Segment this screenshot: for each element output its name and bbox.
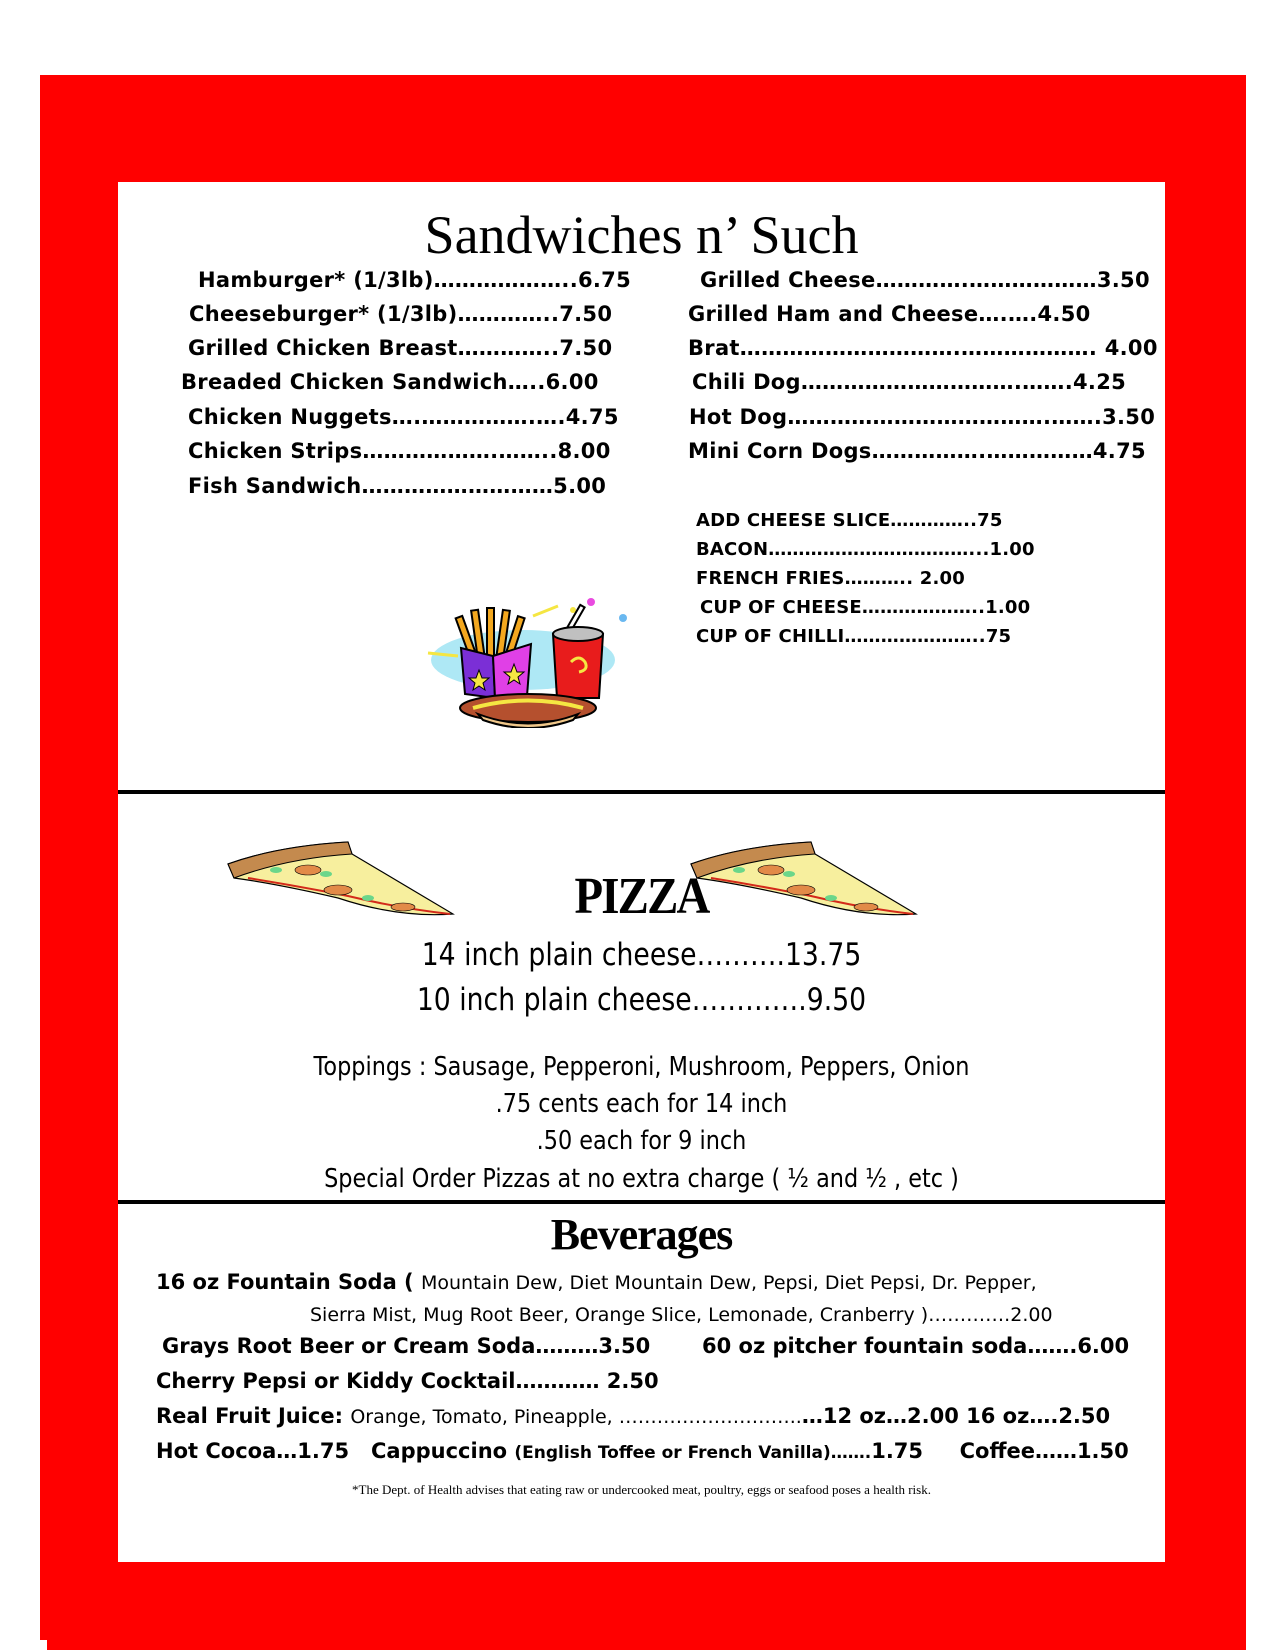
- health-disclaimer: *The Dept. of Health advises that eating raw or undercooked meat, poultry, eggs or seafood poses a health risk.: [352, 1482, 931, 1497]
- bev-fountain-list-2-row: [310, 1302, 1053, 1326]
- bev-fountain-label: 16 oz Fountain Soda (: [156, 1270, 421, 1294]
- pizza-10-inch: 10 inch plain cheese………….9.50: [416, 982, 867, 1018]
- menu-item-fish-sandwich: Fish Sandwich………………………5.00: [188, 474, 607, 498]
- menu-item-grilled-ham-cheese: Grilled Ham and Cheese….….4.50: [688, 302, 1091, 326]
- menu-item-grilled-cheese: Grilled Cheese………….………………3.50: [700, 268, 1150, 292]
- addon-cup-of-chilli: CUP OF CHILLI…………………..75: [696, 626, 1012, 647]
- menu-item-mini-corn-dogs: Mini Corn Dogs…………….……………4.75: [688, 439, 1146, 463]
- sandwiches-title: Sandwiches n’ Such: [424, 205, 859, 265]
- frame-notch: [40, 1640, 47, 1650]
- bev-fountain-list-2: Sierra Mist, Mug Root Beer, Orange Slice, Lemonade, Cranberry )………….2.00: [310, 1304, 1053, 1326]
- bev-fountain-soda: [156, 1270, 1037, 1294]
- fast-food-clipart-icon: [423, 598, 638, 728]
- menu-item-breaded-chicken: Breaded Chicken Sandwich…..6.00: [181, 370, 599, 394]
- pizza-topping-price-9: .50 each for 9 inch: [536, 1126, 747, 1156]
- bev-juice-list: Orange, Tomato, Pineapple, ………………………..: [350, 1406, 802, 1428]
- addon-cheese-slice: ADD CHEESE SLICE…………..75: [696, 510, 1003, 531]
- section-divider-sandwiches-pizza: [118, 790, 1165, 794]
- bev-cappuccino-price: 1.75: [871, 1439, 924, 1463]
- addon-bacon: BACON……………………………...1.00: [696, 539, 1035, 560]
- addon-cup-of-cheese: CUP OF CHEESE………………..1.00: [700, 597, 1031, 618]
- bev-fountain-list-1: Mountain Dew, Diet Mountain Dew, Pepsi, Diet Pepsi, Dr. Pepper,: [420, 1272, 1037, 1294]
- menu-item-hamburger: Hamburger* (1/3lb)………………..6.75: [198, 268, 631, 292]
- menu-item-hot-dog: Hot Dog……………………………….…….3.50: [689, 405, 1156, 429]
- bev-juice-label: Real Fruit Juice:: [156, 1404, 351, 1428]
- menu-item-brat: Brat………………………….………………. 4.00: [688, 336, 1158, 360]
- bev-cappuccino-flavors: (English Toffee or French Vanilla)…….: [514, 1443, 872, 1463]
- bev-fruit-juice: [156, 1404, 1110, 1428]
- bev-pitcher: 60 oz pitcher fountain soda…….6.00: [702, 1334, 1130, 1358]
- menu-item-cheeseburger: Cheeseburger* (1/3lb)…………..7.50: [189, 302, 613, 326]
- section-divider-pizza-beverages: [118, 1200, 1165, 1204]
- pizza-topping-price-14: .75 cents each for 14 inch: [495, 1089, 788, 1119]
- addon-french-fries: FRENCH FRIES……….. 2.00: [696, 568, 965, 589]
- menu-item-chili-dog: Chili Dog………………………….…….4.25: [692, 370, 1127, 394]
- pizza-title: PIZZA: [574, 868, 709, 925]
- bev-juice-prices: …12 oz…2.00 16 oz….2.50: [801, 1404, 1111, 1428]
- bev-grays: Grays Root Beer or Cream Soda………3.50: [162, 1334, 651, 1358]
- bev-cappuccino-label: Cappuccino: [371, 1439, 515, 1463]
- menu-item-chicken-strips: Chicken Strips……………….……..8.00: [188, 439, 611, 463]
- pizza-toppings: Toppings : Sausage, Pepperoni, Mushroom, Peppers, Onion: [313, 1052, 970, 1082]
- bev-coffee: Coffee……1.50: [959, 1439, 1129, 1463]
- pizza-14-inch: 14 inch plain cheese……….13.75: [421, 937, 862, 973]
- bev-cocoa: Hot Cocoa…1.75: [156, 1439, 350, 1463]
- bev-hot-drinks: [156, 1439, 1129, 1463]
- beverages-title: Beverages: [550, 1210, 733, 1259]
- menu-item-grilled-chicken: Grilled Chicken Breast…………..7.50: [188, 336, 613, 360]
- menu-panel: [118, 182, 1165, 1562]
- pizza-special-order: Special Order Pizzas at no extra charge ( ½ and ½ , etc ): [324, 1164, 959, 1194]
- menu-item-chicken-nuggets: Chicken Nuggets….…………….….4.75: [188, 405, 619, 429]
- bev-cherry-pepsi: Cherry Pepsi or Kiddy Cocktail………… 2.50: [156, 1369, 659, 1393]
